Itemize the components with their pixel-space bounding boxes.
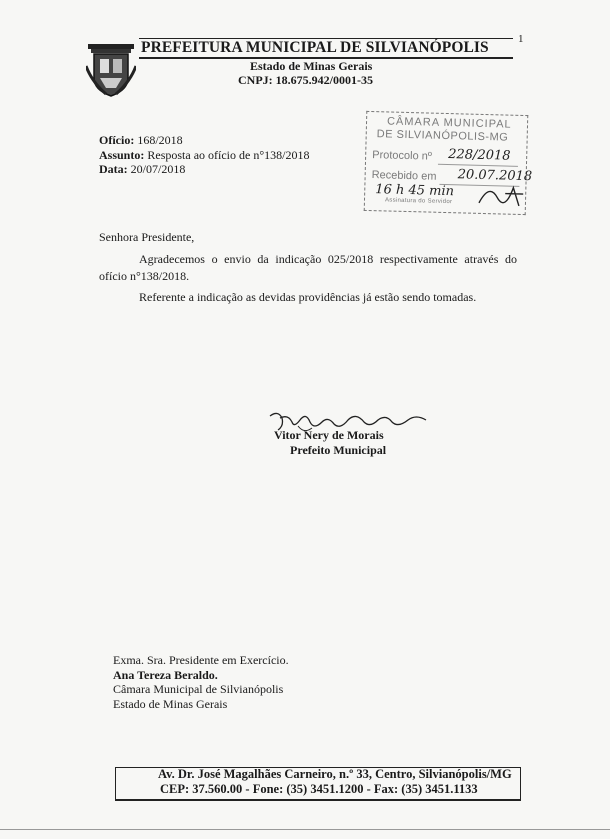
memo-assunto <box>99 148 309 163</box>
addressee-line-4: Estado de Minas Gerais <box>113 696 228 711</box>
header-cnpj: CNPJ: 18.675.942/0001-35 <box>238 73 373 87</box>
stamp-recebido-value: 20.07.2018 <box>457 167 533 185</box>
municipal-coat-of-arms-icon <box>86 42 136 98</box>
memo-assunto-label: Assunto: <box>99 147 145 162</box>
memo-oficio-value: 168/2018 <box>137 133 183 147</box>
memo-assunto-value: Resposta ao ofício de n°138/2018 <box>147 147 310 162</box>
stamp-time-value: 16 h 45 min <box>375 182 455 200</box>
stamp-line-2: DE SILVIANÓPOLIS-MG <box>376 128 509 144</box>
stamp-protocolo-value: 228/2018 <box>448 147 511 164</box>
memo-data-label: Data: <box>99 162 128 176</box>
header-state: Estado de Minas Gerais <box>250 59 373 73</box>
stamp-initials-scribble-icon <box>475 179 526 210</box>
page-number: 1 <box>518 33 524 45</box>
stamp-protocolo-label: Protocolo nº <box>372 149 432 163</box>
stamp-underline-1 <box>438 164 518 167</box>
header-title: PREFEITURA MUNICIPAL DE SILVIANÓPOLIS <box>141 39 489 56</box>
memo-data <box>99 162 309 177</box>
addressee-line-3: Câmara Municipal de Silvianópolis <box>113 682 284 697</box>
addressee-line-1: Exma. Sra. Presidente em Exercício. <box>113 653 289 667</box>
memo-block <box>99 133 309 177</box>
greeting: Senhora Presidente, <box>99 230 195 244</box>
addressee-name: Ana Tereza Beraldo. <box>113 667 218 682</box>
scan-edge-line <box>0 829 610 830</box>
receipt-stamp <box>364 111 533 215</box>
addressee-block <box>113 653 289 711</box>
footer-address: Av. Dr. José Magalhães Carneiro, n.º 33, Centro, Silvianópolis/MG <box>158 767 512 781</box>
memo-data-value: 20/07/2018 <box>130 162 186 176</box>
footer-contact: CEP: 37.560.00 - Fone: (35) 3451.1200 - Fax: (35) 3451.1133 <box>160 782 478 796</box>
signatory-role: Prefeito Municipal <box>290 443 387 457</box>
memo-oficio-label: Ofício: <box>99 133 135 147</box>
memo-oficio <box>99 133 309 148</box>
stamp-line-1: CÂMARA MUNICIPAL <box>386 115 512 131</box>
body-paragraph-2: Referente a indicação as devidas providências já estão sendo tomadas. <box>139 290 477 304</box>
stamp-footer-small: Assinatura do Servidor <box>384 197 453 206</box>
stamp-recebido-label: Recebido em <box>371 169 437 183</box>
signatory-name: Vitor Nery de Morais <box>274 428 384 442</box>
body-paragraph-1: Agradecemos o envio da indicação 025/2018 respectivamente através do ofício n°138/2018. <box>99 252 517 283</box>
